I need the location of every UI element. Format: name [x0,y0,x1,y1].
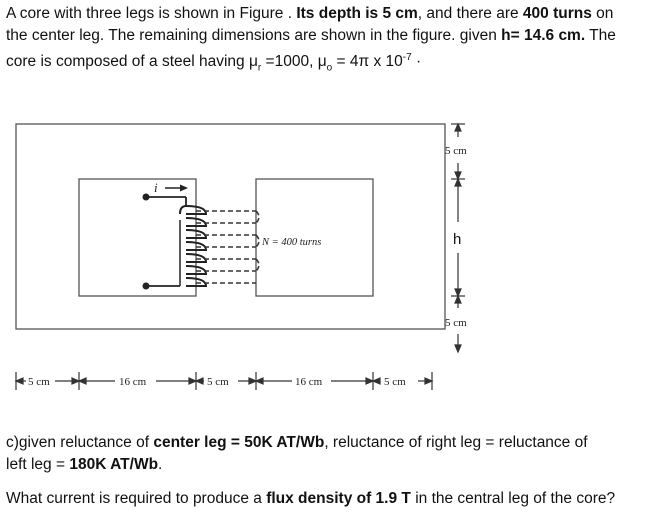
question-final [6,488,668,510]
core-figure [0,110,668,405]
text: What current is required to produce a [6,490,267,507]
dim-left-leg: 5 cm [28,376,50,388]
depth-highlight: Its depth is 5 cm [296,5,418,22]
dim-h-label: h [453,231,462,248]
text: . [158,456,163,473]
question-c [6,432,656,476]
turns-label: N = 400 turns [262,237,322,248]
text: A core with three legs is shown in Figure . [6,5,297,22]
coil [180,206,206,286]
text: , and there are [417,5,523,22]
text: , reluctance of right leg = reluctance of [324,434,588,451]
core-outer [16,124,445,329]
text: in the central leg of the core? [410,490,616,507]
text: c)given reluctance of [6,434,154,451]
text: on [591,5,614,22]
flux-density: flux density of 1.9 T [266,490,411,507]
dim-right-leg: 5 cm [384,376,406,388]
h-highlight: h= 14.6 cm. [501,27,586,44]
text: =1000, μ [261,53,327,71]
text: left leg = [6,456,70,473]
subscript-o: o [326,62,333,74]
question-c-line-1 [6,432,656,454]
dim-right-window: 16 cm [295,376,323,388]
current-arrow [154,180,188,195]
text: the center leg. The remaining dimensions are shown in the figure. given [6,27,502,44]
problem-line-3 [6,47,666,79]
dim-left-window: 16 cm [119,376,147,388]
turns-highlight: 400 turns [522,5,592,22]
text: The [585,27,616,44]
dim-top-label: 5 cm [445,145,467,157]
dim-center-leg: 5 cm [207,376,229,388]
side-reluctance: 180K AT/Wb [69,456,159,473]
subscript-r: r [257,62,262,74]
text: · [411,53,422,71]
question-c-line-2 [6,454,656,476]
text: = 4π x 10 [332,53,403,71]
center-reluctance: center leg = 50K AT/Wb [153,434,325,451]
exponent: -7 [402,52,412,63]
problem-line-2 [6,25,666,47]
text: core is composed of a steel having μ [6,53,258,71]
current-label: i [154,180,158,195]
dim-bottom-label: 5 cm [445,317,467,329]
problem-statement [6,3,666,79]
problem-line-1 [6,3,666,25]
